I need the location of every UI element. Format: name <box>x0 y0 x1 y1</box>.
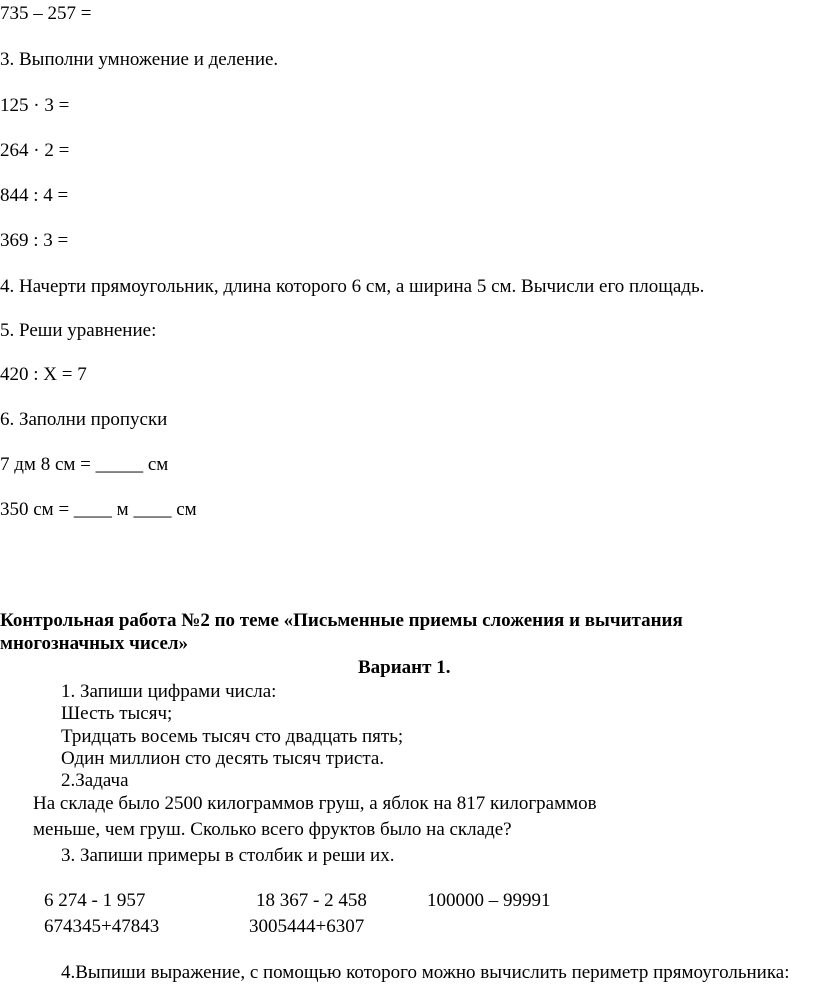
task-1-heading: 1. Запиши цифрами числа: <box>61 681 277 702</box>
task-3-heading-column: 3. Запиши примеры в столбик и реши их. <box>61 845 395 866</box>
column-example-a1: 6 274 - 1 957 <box>44 890 146 911</box>
task-2-heading: 2.Задача <box>61 770 129 791</box>
column-example-b1: 18 367 - 2 458 <box>256 890 367 911</box>
number-item-2: Тридцать восемь тысяч сто двадцать пять; <box>61 726 404 747</box>
word-problem-line-1: На складе было 2500 килограммов груш, а яблок на 817 килограммов <box>33 793 597 814</box>
test-title-line-1: Контрольная работа №2 по теме «Письменные приемы сложения и вычитания <box>0 610 683 631</box>
word-problem-line-2: меньше, чем груш. Сколько всего фруктов было на складе? <box>33 819 512 840</box>
task-5-heading: 5. Реши уравнение: <box>0 320 157 341</box>
number-item-1: Шесть тысяч; <box>61 703 173 724</box>
variant-heading: Вариант 1. <box>358 657 451 678</box>
equation: 420 : Х = 7 <box>0 364 87 385</box>
task-6-heading: 6. Заполни пропуски <box>0 409 168 430</box>
task-3-heading: 3. Выполни умножение и деление. <box>0 49 279 70</box>
expression-369div3: 369 : 3 = <box>0 230 69 251</box>
task-4-perimeter-heading: 4.Выпиши выражение, с помощью которого можно вычислить периметр прямоугольника: <box>61 962 790 983</box>
expression-735-257: 735 – 257 = <box>0 3 92 24</box>
column-example-b2: 3005444+6307 <box>249 916 365 937</box>
expression-125x3: 125 · 3 = <box>0 95 70 116</box>
column-example-c1: 100000 – 99991 <box>427 890 551 911</box>
test-title-line-2: многозначных чисел» <box>0 633 189 654</box>
column-example-a2: 674345+47843 <box>44 916 160 937</box>
number-item-3: Один миллион сто десять тысяч триста. <box>61 748 385 769</box>
expression-844div4: 844 : 4 = <box>0 185 69 206</box>
fill-blank-2: 350 см = ____ м ____ см <box>0 499 197 520</box>
fill-blank-1: 7 дм 8 см = _____ см <box>0 454 169 475</box>
expression-264x2: 264 · 2 = <box>0 140 70 161</box>
task-4-text: 4. Начерти прямоугольник, длина которого 6 см, а ширина 5 см. Вычисли его площадь. <box>0 276 705 297</box>
